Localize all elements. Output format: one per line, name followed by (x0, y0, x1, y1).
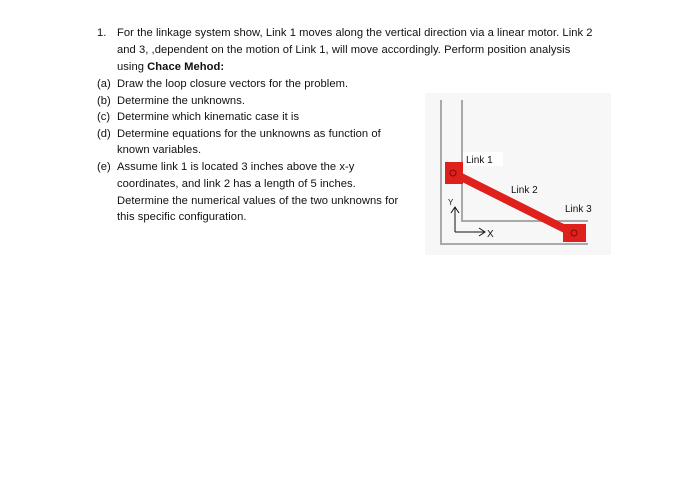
link-3-slider (563, 224, 586, 242)
intro-line-3-text: using (117, 61, 148, 73)
part-e-line-2: coordinates, and link 2 has a length of 5 inches. (117, 178, 356, 190)
part-c-label: (c) (97, 111, 111, 123)
part-e-line-1: Assume link 1 is located 3 inches above the x-y (117, 161, 355, 173)
method-name: Chace Mehod: (147, 61, 225, 73)
part-e-line-3: Determine the numerical values of the two unknowns for (117, 195, 399, 207)
part-a-label: (a) (97, 78, 111, 90)
problem-number: 1. (97, 27, 107, 39)
part-a-line-1: Draw the loop closure vectors for the problem. (117, 78, 349, 90)
part-d-line-1: Determine equations for the unknowns as function of (117, 128, 381, 140)
intro-line-2: and 3, ,dependent on the motion of Link 1, will move accordingly. Perform position analysis (117, 44, 571, 56)
part-b-line-1: Determine the unknowns. (117, 95, 246, 107)
part-d-label: (d) (97, 128, 111, 140)
part-b-label: (b) (97, 95, 111, 107)
part-d-line-2: known variables. (117, 144, 202, 156)
part-c-line-1: Determine which kinematic case it is (117, 111, 300, 123)
link-1-slider (445, 162, 463, 184)
link-2-label: Link 2 (511, 185, 538, 196)
intro-line-1: For the linkage system show, Link 1 moves along the vertical direction via a linear motor. Link 2 (117, 27, 593, 39)
link-1-label: Link 1 (466, 155, 493, 166)
link-3-label: Link 3 (565, 204, 592, 215)
part-e-line-4: this specific configuration. (117, 211, 247, 223)
y-axis-label: Y (448, 198, 454, 207)
x-axis-label: X (487, 229, 494, 240)
part-e-label: (e) (97, 161, 111, 173)
